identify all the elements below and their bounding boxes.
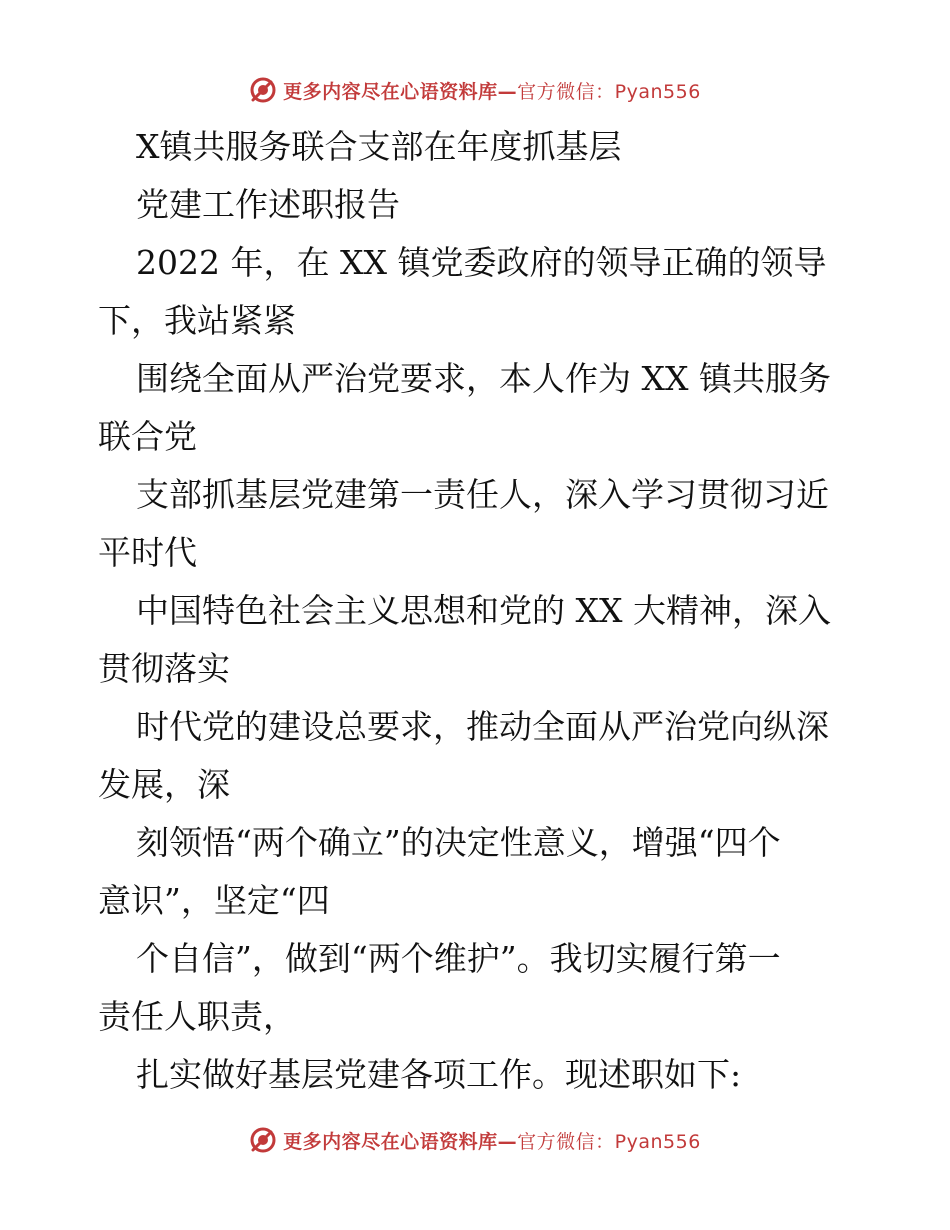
document-line: 发展，深 — [98, 765, 230, 804]
watermark-dash: — — [497, 1130, 518, 1153]
document-body — [98, 118, 858, 1104]
watermark-banner-bottom — [0, 1120, 950, 1160]
document-line: X镇共服务联合支部在年度抓基层 — [136, 127, 622, 166]
document-line: 扎实做好基层党建各项工作。现述职如下: — [136, 1055, 742, 1094]
brand-logo-icon — [249, 1126, 277, 1154]
document-line: 个自信”，做到“两个维护”。我切实履行第一 — [136, 939, 781, 978]
brand-logo-icon — [249, 76, 277, 104]
document-line: 刻领悟“两个确立”的决定性意义，增强“四个 — [136, 823, 781, 862]
document-line: 中国特色社会主义思想和党的 XX 大精神，深入 — [136, 591, 831, 630]
watermark-banner-top — [0, 70, 950, 110]
document-line: 责任人职责， — [98, 997, 296, 1036]
document-line: 时代党的建设总要求，推动全面从严治党向纵深 — [136, 707, 829, 746]
document-line: 围绕全面从严治党要求，本人作为 XX 镇共服务 — [136, 359, 831, 398]
document-line: 下，我站紧紧 — [98, 301, 296, 340]
watermark-brand: 更多内容尽在心语资料库 — [283, 80, 498, 103]
document-line: 平时代 — [98, 533, 197, 572]
watermark-dash: — — [497, 80, 518, 103]
watermark-wechat: 官方微信：Pyan556 — [517, 80, 701, 103]
document-line: 2022 年，在 XX 镇党委政府的领导正确的领导 — [136, 243, 827, 282]
document-line: 联合党 — [98, 417, 197, 456]
watermark-text — [283, 1127, 701, 1154]
watermark-wechat: 官方微信：Pyan556 — [517, 1130, 701, 1153]
document-line: 支部抓基层党建第一责任人，深入学习贯彻习近 — [136, 475, 829, 514]
document-line: 贯彻落实 — [98, 649, 230, 688]
watermark-text — [283, 77, 701, 104]
watermark-brand: 更多内容尽在心语资料库 — [283, 1130, 498, 1153]
document-line: 党建工作述职报告 — [136, 185, 400, 224]
document-line: 意识”，坚定“四 — [98, 881, 330, 920]
